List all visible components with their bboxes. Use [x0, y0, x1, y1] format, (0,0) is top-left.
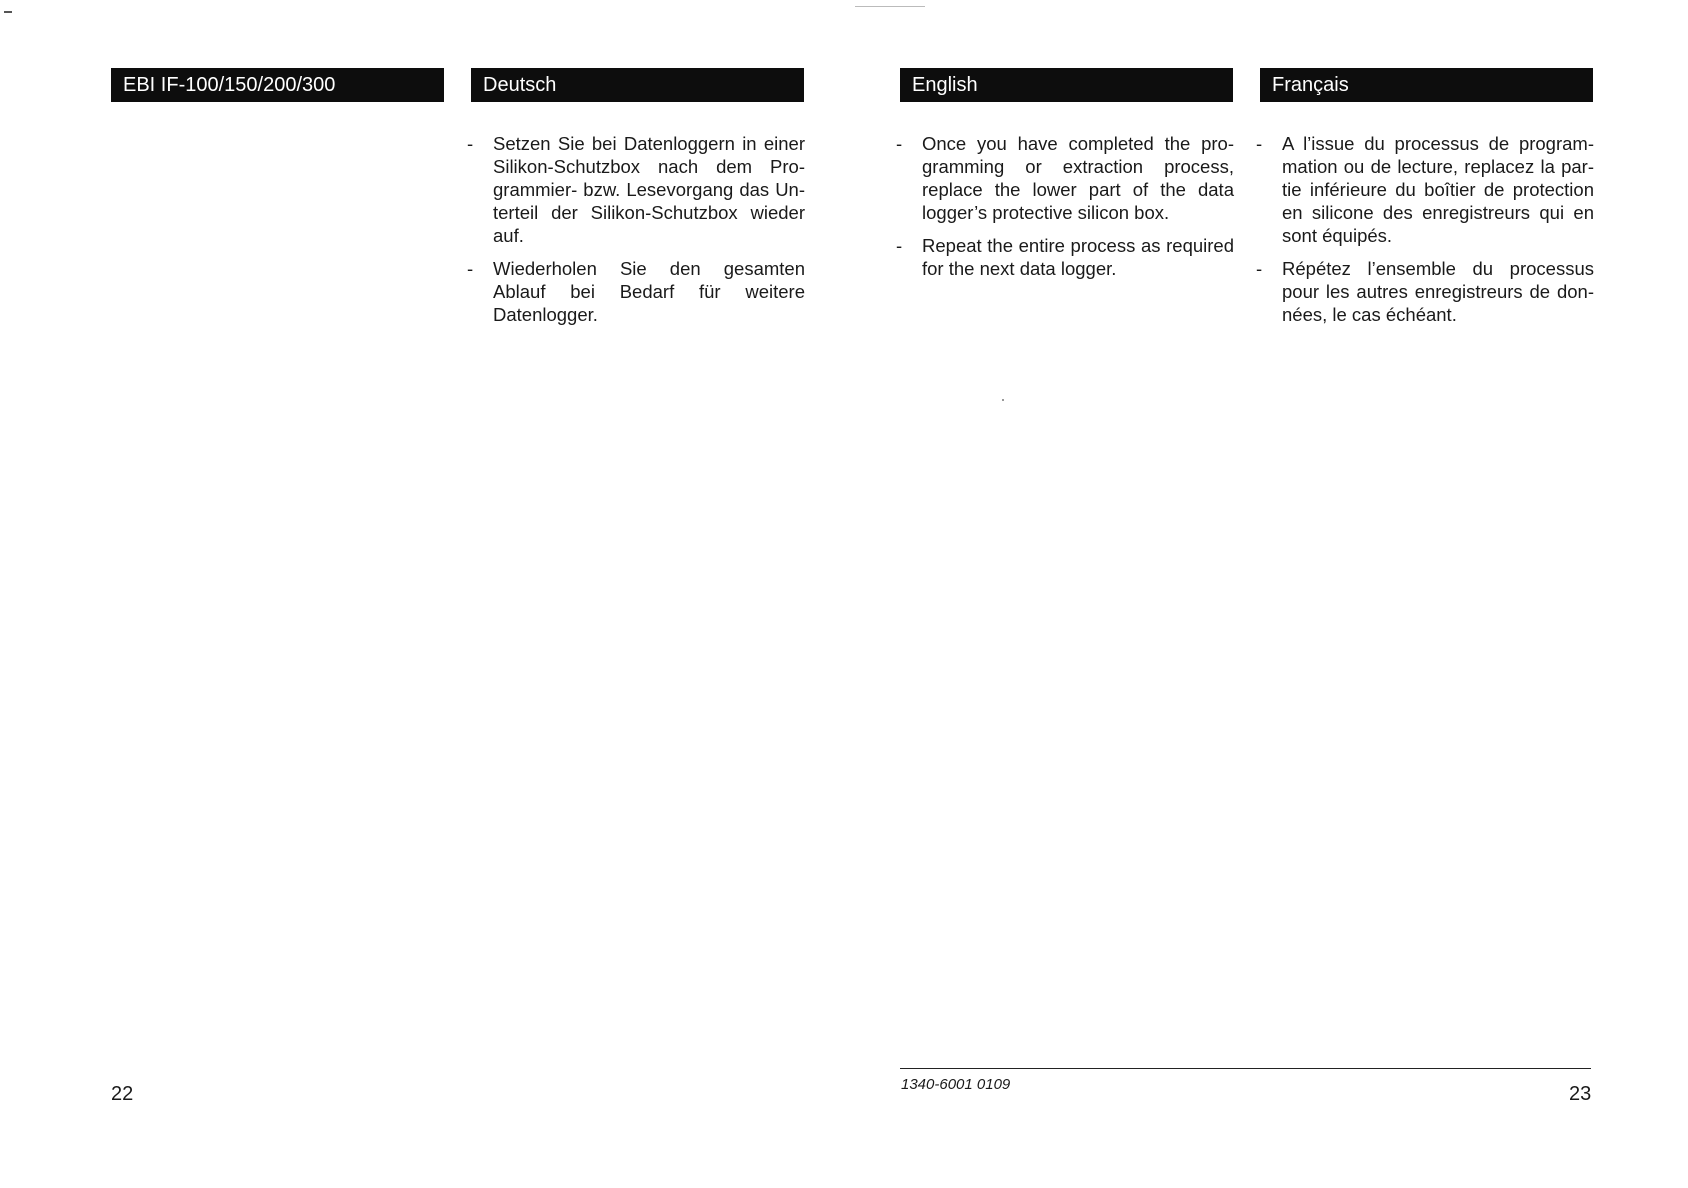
french-list-item [1256, 257, 1594, 326]
bullet-dash: - [467, 258, 474, 279]
french-column [1256, 132, 1594, 336]
bullet-dash: - [1256, 133, 1263, 154]
bullet-dash: - [467, 133, 474, 154]
model-header: EBI IF-100/150/200/300 [111, 68, 444, 102]
scan-dot [1002, 399, 1004, 401]
english-header: English [900, 68, 1233, 102]
bullet-dash: - [1256, 258, 1263, 279]
english-list-item [896, 234, 1234, 280]
english-list-item [896, 132, 1234, 224]
page-number-right: 23 [1569, 1083, 1592, 1105]
document-code: 1340-6001 0109 [901, 1076, 1011, 1093]
bullet-dash: - [896, 235, 903, 256]
german-header: Deutsch [471, 68, 804, 102]
page-number-left: 22 [111, 1083, 134, 1105]
corner-mark [4, 11, 12, 13]
french-list-item [1256, 132, 1594, 247]
french-item-text: A l’issue du processus de program-mation ou de lecture, replacez la par-tie inférieure du boîtier de protection en silicone des enregistreurs qui en sont équipés. [1282, 133, 1594, 246]
german-list-item [467, 257, 805, 326]
english-column [896, 132, 1234, 290]
french-header: Français [1260, 68, 1593, 102]
top-scan-mark [855, 6, 925, 7]
english-item-text: Once you have completed the pro-gramming or extraction process, replace the lower part of the data logger’s protective silicon box. [922, 133, 1234, 223]
english-item-text: Repeat the entire process as required for the next data logger. [922, 235, 1234, 279]
french-item-text: Répétez l’ensemble du processus pour les autres enregistreurs de don-nées, le cas échéant. [1282, 258, 1594, 325]
german-item-text: Wiederholen Sie den gesamten Ablauf bei Bedarf für weitere Datenlogger. [493, 258, 805, 325]
german-list-item [467, 132, 805, 247]
german-column [467, 132, 805, 336]
german-item-text: Setzen Sie bei Datenloggern in einer Silikon-Schutzbox nach dem Pro-grammier- bzw. Lesevorgang das Un-terteil der Silikon-Schutzbox wieder auf. [493, 133, 805, 246]
bullet-dash: - [896, 133, 903, 154]
footer-rule [900, 1068, 1591, 1069]
